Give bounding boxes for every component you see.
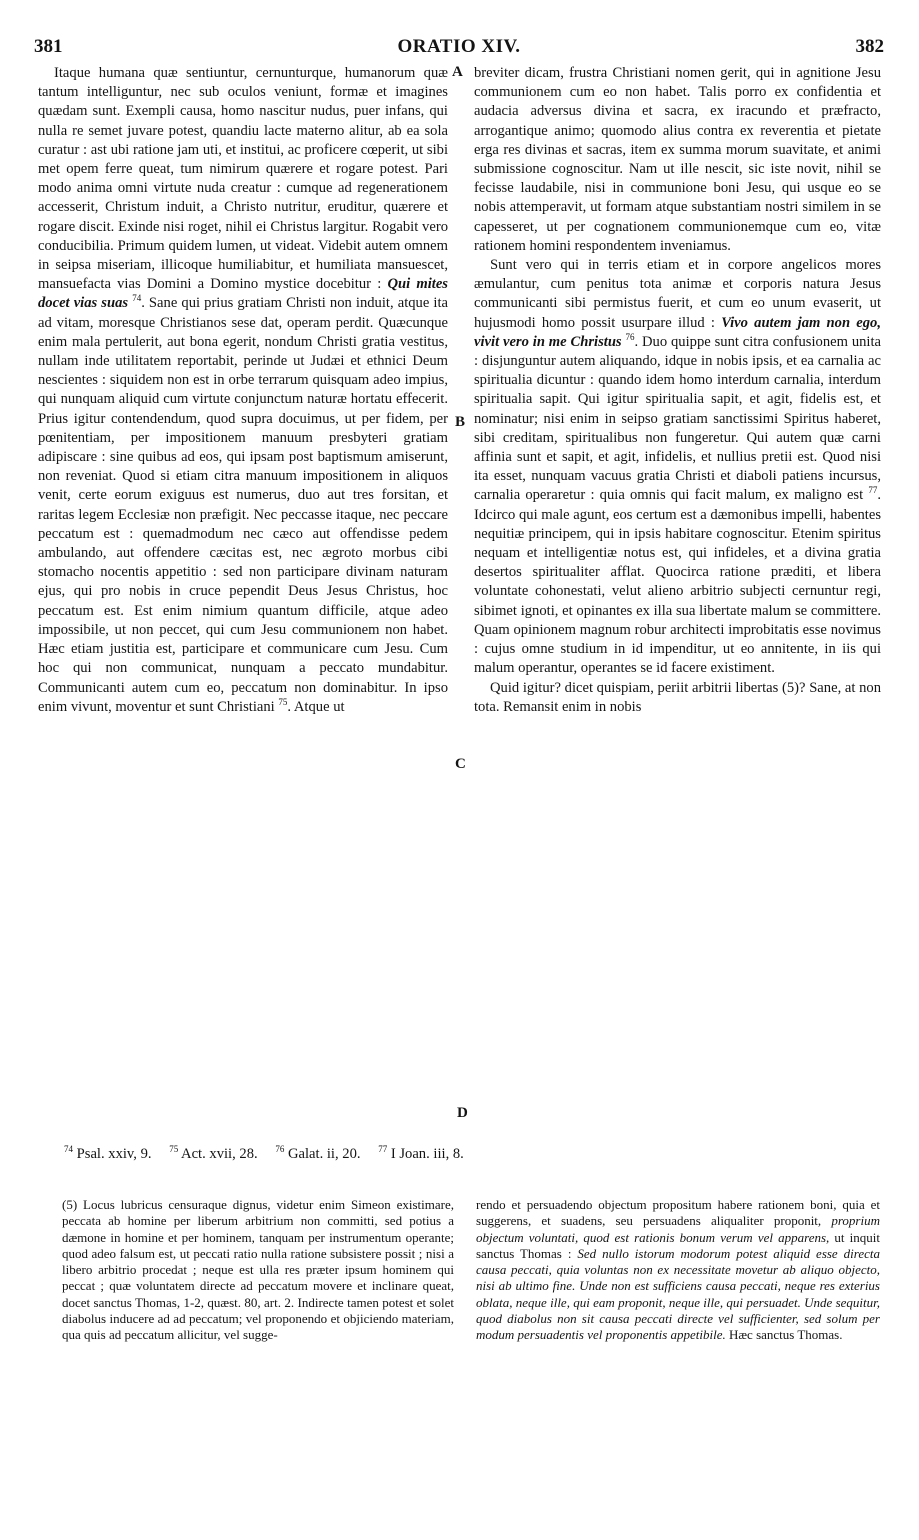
- reference-mark: 76: [625, 331, 635, 342]
- right-paragraph-1: breviter dicam, frustra Christiani nomen gerit, qui in agnitione Jesu communionem cum eo non habet. Talis porro ex confidentia et audacia adversus divina et sacra, ex iracundo et præfracto, arrogantique animo; quomodo alius contra ex reverentia et pietate erga res divinas et sacras, item ex summa morum suavitate, et animi submissione cognoscitur. Nam ut ille nescit, sic iste novit, nihil se fecisse laudabile, nisi in communione boni Jesu, qui usque eo se nobis attemperavit, ut formam atque substantiam nostri similem in se capesseret, ut per cognationem communionemque cum eo, vitæ rationem homini respondentem inveniamus.: [474, 65, 881, 254]
- scripture-references: [64, 1146, 864, 1163]
- left-text-column: [38, 64, 448, 717]
- text-run: . Sane qui prius gratiam Christi non induit, atque ita ad vitam, moresque Christianos sese dat, operam perdit. Quæcunque enim mala pertulerit, aut bona egerit, nondum Christi gratia vestitus, nullam inde utilitatem reportabit, perinde ut Judæi et ethnici Deum nescientes : siquidem non est in orbe terrarum quisquam adeo impius, qui nunquam aliquid cum virtute conjunctum naturæ hortatu effecerit. Prius igitur contendendum, quod supra docuimus, ut per fidem, per pœnitentiam, per impositionem manuum presbyteri gratiam adipiscare : sine quibus ad eos, qui ipsam post baptismum amiserunt, non reveniat. Quod si etiam citra manuum impositionem in aliquos venit, certe eorum exiguus est numerus, duo aut tres forsitan, et raritas legem Ecclesiæ non præfigit. Nec peccasse itaque, nec peccare peccatum est : quemadmodum nec cæco aut offendisse pedem ambulando, aut offendere cæcitas est, nec ægroto morbus cibi stomacho nocentis appetitio : sed non participare divinam naturam ejus, qui pro nobis in cruce pependit Deus Jesus Christus, hoc peccatum est. Est enim nimium quantum difficile, atque adeo impossibile, ut non peccet, qui cum Jesu communionem non habet. Hæc etiam justitia est, participare et communicare cum Jesu. Cum hoc qui non communicat, nunquam a peccato mundabitur. Communicanti autem cum eo, peccatum non dominabitur. In ipso enim vivunt, moventur et sunt Christiani: [38, 295, 448, 715]
- margin-marker-d: D: [457, 1105, 468, 1121]
- footnote-left-column: [62, 1197, 454, 1344]
- right-paragraph-2: [474, 256, 881, 678]
- scripture-quote: Vivo autem jam non ego, vivit vero in me Christus: [474, 314, 881, 350]
- margin-marker-c: C: [455, 756, 466, 772]
- reference-entry: $^{75}$ Act. xvii, 28.: [169, 1144, 258, 1162]
- left-paragraph: [38, 64, 448, 717]
- reference-entry: $^{74}$ Psal. xxiv, 9.: [64, 1144, 152, 1162]
- running-title: ORATIO XIV.: [397, 36, 521, 57]
- running-header: [34, 36, 884, 64]
- reference-mark: 77: [868, 485, 878, 496]
- reference-mark: 75: [278, 696, 288, 707]
- margin-marker-a: A: [452, 64, 463, 80]
- text-run: . Duo quippe sunt citra confusionem unita : disjunguntur autem aliquando, idque in nobis ipsis, et ea carnalia ac spiritualia dicuntur : quando idem homo interdum carnalia, interdum spiritualia sapit. Qui igitur spiritualia sapit, et agit, fidelis est, et nominatur; nisi enim in seipso gratiam sanctissimi Spiritus haberet, sibi creditam, spiritualibus non fungeretur. Qui autem quæ carni affinia sunt et sapit, et agit, infidelis, et nullius pretii est. Quod nisi ita esset, nunquam vacuus gratia Christi et diaboli patiens incursus, carnalia operaretur : quia omnis qui facit malum, ex maligno est: [474, 333, 881, 504]
- text-run: Itaque humana quæ sentiuntur, cernunturque, humanorum quæ tantum intelliguntur, nec sub oculos veniunt, formæ et imagines quædam sunt. Exempli causa, homo nascitur nudus, puer infans, qui nulla re semet juvare potest, quandiu lacte materno alitur, ab ea sola curatur : ast ubi ratione jam uti, et institui, ac proficere cœperit, ut sibi met opem ferre queat, tum nimirum quærere et rogare potest. Pari modo anima omni virtute nuda creatur : cumque ad regenerationem accesserit, Christum induit, a Christo nutritur, eruditur, quærere et rogare discit. Exinde nisi roget, nihil ei Christus largitur. Rogabit vero conducibilia. Primum quidem lumen, ut videat. Videbit autem omnem in seipsa miseriam, illicoque humiliabitur, et humiliata mansuescet, mansuefacta vias Domini a Domino mystice docebitur :: [38, 65, 448, 293]
- reference-mark: 74: [132, 293, 142, 304]
- footnote-text: rendo et persuadendo objectum propositum habere rationem boni, quia et suggerens, et suadens, seu persuadens aliqualiter proponit, proprium objectum voluntati, quod est rationis bonum verum vel apparens, ut inquit sanctus Thomas : Sed nullo istorum modorum potest aliquid esse directa causa peccati, quia voluntas non ex necessitate movetur ab aliquo objecto, nisi ab ultimo fine. Unde non est sufficiens causa peccati, neque res exterius oblata, neque ille, qui eam proponit, neque ille, qui persuadet. Unde sequitur, quod diabolus non sit causa peccati directe vel sufficienter, sed solum per modum persuadentis vel proponentis appetibile. Hæc sanctus Thomas.: [476, 1197, 880, 1343]
- text-run: . Idcirco qui male agunt, eos certum est a dæmonibus impelli, habentes nequitiæ principem, qui in ipsis habitare cognoscitur. Etenim spiritus nequam et intelligentiæ notus est, qui infideles, et a divina gratia desertos spiritualiter afflat. Quocirca ratione præditi, et libera voluntate cohonestati, velut alieno arbitrio subjecti cernuntur regi, sibimet ignoti, et opinantes ex illa sua libertate malum se committere. Quam opinionem magnum robur architecti improbitatis esse novimus : cujus omne studium in id impenditur, ut eo annitente, in iis qui malum operantur, operantes se id facere existiment.: [474, 487, 881, 677]
- text-run: Sunt vero qui in terris etiam et in corpore angelicos mores æmulantur, cum penitus tota animæ et corporis natura Jesus communicanti sibi permistus fuerit, et cum eo unum evaserit, ut hujusmodi homo possit usurpare illud :: [474, 257, 881, 331]
- right-paragraph-3: Quid igitur? dicet quispiam, periit arbitrii libertas (5)? Sane, at non tota. Remansit enim in nobis: [474, 679, 881, 715]
- text-run: . Atque ut: [287, 698, 345, 715]
- reference-entry: $^{76}$ Galat. ii, 20.: [275, 1144, 361, 1162]
- footnote-text: (5) Locus lubricus censuraque dignus, videtur enim Simeon existimare, peccata ab homine per liberum arbitrium non committi, sed potius a dæmone in homine et per hominem, tanquam per instrumentum operante; quod adeo falsum est, ut peccati ratio nulla ratione subsistere possit ; nisi a libero arbitrio procedat ; neque est ulla res præter ipsum hominem qui peccat ; quæ voluntatem directe ad peccatum movere et inclinare queat, docet sanctus Thomas, 1-2, quæst. 80, art. 2. Indirecte tamen potest et solet diabolus inducere ad ad peccatum; vel proponendo et objiciendo materiam, qua quis ad peccatum allicitur, vel sugge-: [62, 1197, 454, 1343]
- footnote-right-column: [476, 1197, 880, 1344]
- margin-marker-b: B: [455, 414, 466, 430]
- right-text-column: [474, 64, 881, 717]
- reference-entry: $^{77}$ I Joan. iii, 8.: [378, 1144, 464, 1162]
- scripture-quote: Qui mites docet vias suas: [38, 276, 448, 312]
- page-number-right: 382: [855, 36, 884, 57]
- page-number-left: 381: [34, 36, 63, 57]
